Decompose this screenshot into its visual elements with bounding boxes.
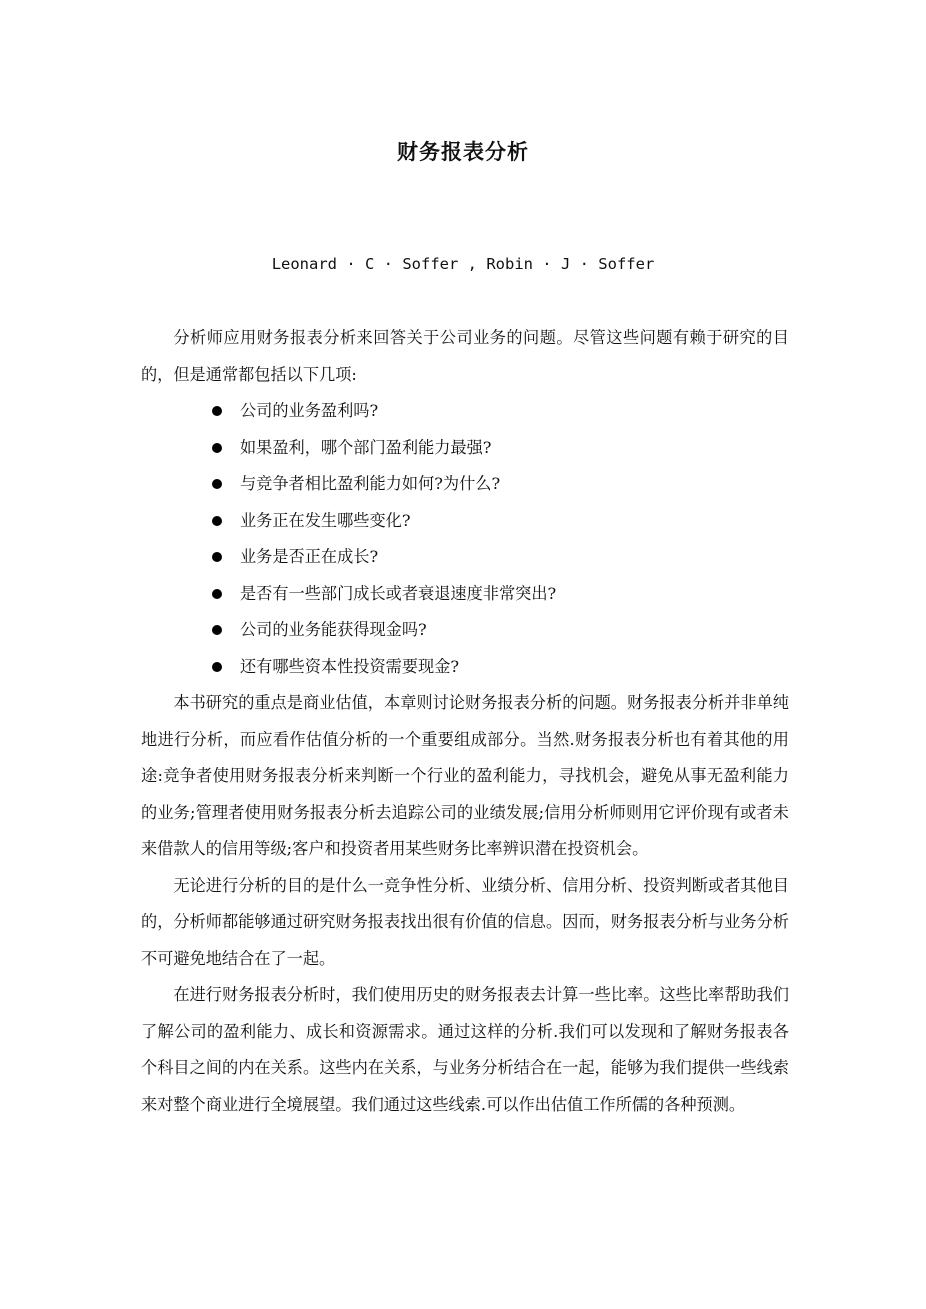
bullet-icon <box>212 516 222 526</box>
list-item-text: 如果盈利，哪个部门盈利能力最强? <box>240 437 492 457</box>
list-item <box>141 503 789 540</box>
list-item <box>141 430 789 467</box>
list-item <box>141 576 789 613</box>
list-item-text: 与竞争者相比盈利能力如何?为什么? <box>240 474 501 493</box>
list-item <box>141 649 789 686</box>
body-paragraph-purpose: 无论进行分析的目的是什么一竞争性分析、业绩分析、信用分析、投资判断或者其他目的，分析师都能够通过研究财务报表找出很有价值的信息。因而，财务报表分析与业务分析不可避免地结合在了一起。 <box>141 875 789 968</box>
bullet-icon <box>212 589 222 599</box>
body-paragraph-valuation: 本书研究的重点是商业估值，本章则讨论财务报表分析的问题。财务报表分析并非单纯地进行分析，而应看作估值分析的一个重要组成部分。当然.财务报表分析也有着其他的用途:竞争者使用财务报表分析来判断一个行业的盈利能力，寻找机会，避免从事无盈利能力的业务;管理者使用财务报表分析去追踪公司的业绩发展;信用分析师则用它评价现有或者未来借款人的信用等级;客户和投资者用某些财务比率辨识潜在投资机会。 <box>141 693 789 858</box>
body-paragraph-ratios: 在进行财务报表分析时，我们使用历史的财务报表去计算一些比率。这些比率帮助我们了解公司的盈利能力、成长和资源需求。通过这样的分析.我们可以发现和了解财务报表各个科目之间的内在关系。这些内在关系，与业务分析结合在一起，能够为我们提供一些线索来对整个商业进行全境展望。我们通过这些线索.可以作出估值工作所儒的各种预测。 <box>141 985 789 1114</box>
bullet-icon <box>212 552 222 562</box>
document-body <box>141 320 789 1123</box>
bullet-icon <box>212 443 222 453</box>
list-item <box>141 393 789 430</box>
list-item <box>141 612 789 649</box>
list-item-text: 还有哪些资本性投资需要现金? <box>240 656 460 676</box>
list-item <box>141 539 789 576</box>
document-title: 财务报表分析 <box>397 140 529 164</box>
list-item-text: 是否有一些部门成长或者衰退速度非常突出? <box>240 583 557 603</box>
list-item-text: 业务是否正在成长? <box>240 547 379 566</box>
bullet-icon <box>212 662 222 672</box>
bullet-icon <box>212 479 222 489</box>
question-list <box>141 393 789 685</box>
bullet-icon <box>212 406 222 416</box>
list-item-text: 公司的业务能获得现金吗? <box>240 620 427 639</box>
bullet-icon <box>212 625 222 635</box>
list-item-text: 公司的业务盈利吗? <box>240 401 379 420</box>
author-line: Leonard · C · Soffer , Robin · J · Soffer <box>271 255 655 273</box>
list-item-text: 业务正在发生哪些变化? <box>240 510 411 530</box>
intro-paragraph: 分析师应用财务报表分析来回答关于公司业务的问题。尽管这些问题有赖于研究的目的，但是通常都包括以下几项: <box>141 328 789 384</box>
list-item <box>141 466 789 503</box>
